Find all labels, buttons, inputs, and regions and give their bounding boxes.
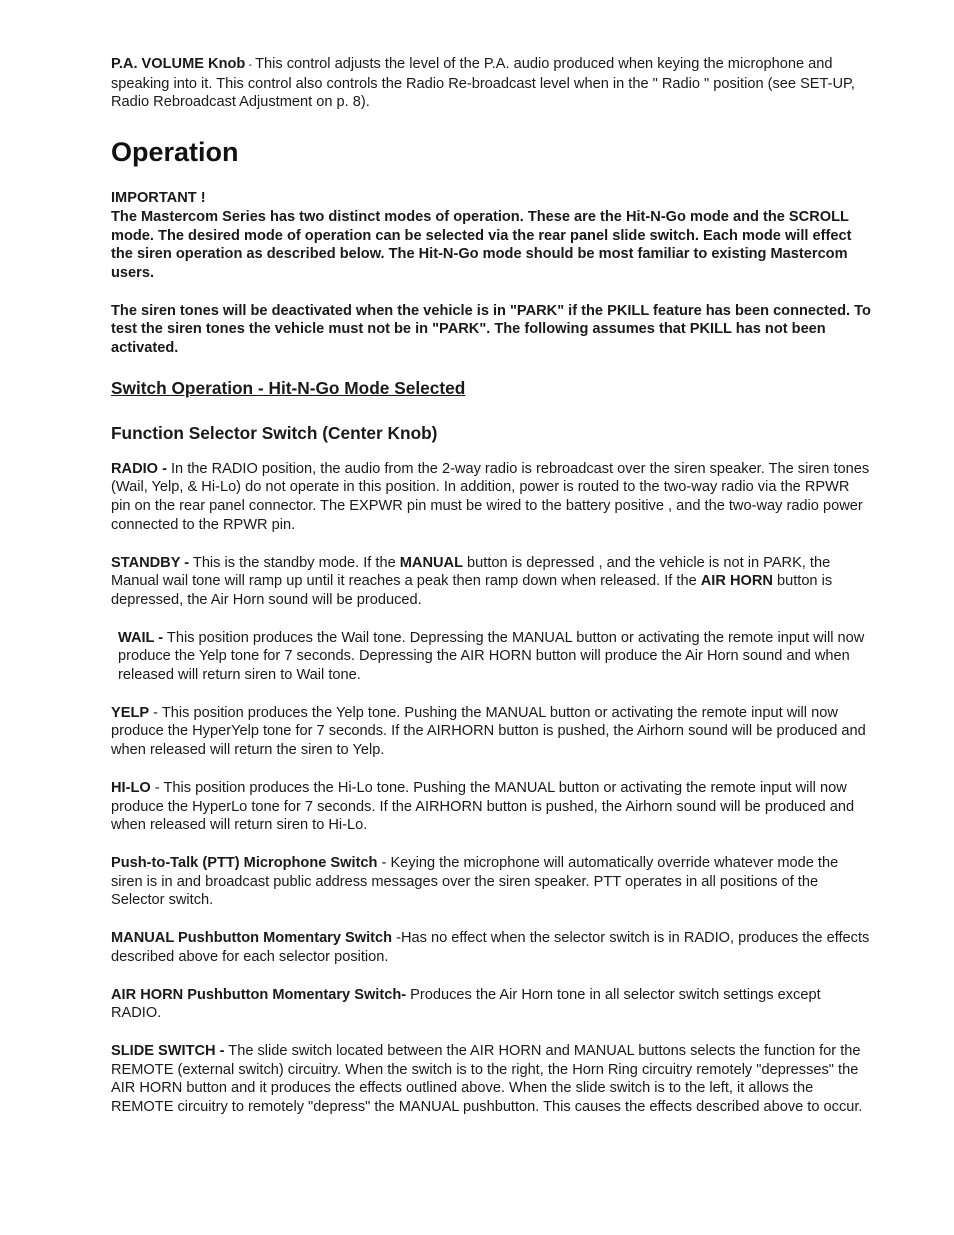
- pa-volume-dash: -: [245, 59, 256, 71]
- standby-text-2: button is depressed , and the vehicle is not in PARK, the Manual wail tone will ramp up until it reaches a peak then ramp down when released. If the: [111, 554, 831, 590]
- pa-volume-text: This control adjusts the level of the P.A. audio produced when keying the microphone and speaking into it. This control also controls the Radio Re-broadcast level when in the " Radio " position (see SET-UP, Radio Rebroadcast Adjustment on p. 8).: [111, 56, 855, 111]
- subsection-title: Function Selector Switch (Center Knob): [111, 422, 438, 443]
- important-notice: [111, 189, 871, 283]
- wail-paragraph: [111, 629, 871, 685]
- pa-volume-label: P.A. VOLUME Knob: [111, 56, 246, 72]
- standby-manual: MANUAL: [399, 554, 463, 571]
- standby-label: STANDBY -: [111, 554, 190, 571]
- section-title: Switch Operation - Hit-N-Go Mode Selected: [111, 377, 466, 398]
- hilo-text: - This position produces the Hi-Lo tone. Pushing the MANUAL button or activating the remote input will now produce the HyperLo tone for 7 seconds. If the AIRHORN button is pushed, the Airhorn sound will be produced and when released will return siren to Hi-Lo.: [111, 779, 855, 834]
- ptt-label: Push-to-Talk (PTT) Microphone Switch: [111, 854, 378, 871]
- manual-label: MANUAL Pushbutton Momentary Switch: [111, 930, 393, 947]
- radio-paragraph: [111, 460, 871, 535]
- ptt-text: - Keying the microphone will automatically override whatever mode the siren is in and broadcast public address messages over the siren speaker. PTT operates in all positions of the Selector switch.: [111, 854, 839, 909]
- ptt-paragraph: [111, 854, 871, 910]
- document-page: [111, 55, 871, 1136]
- standby-paragraph: [111, 554, 871, 610]
- page-title: Operation: [111, 137, 239, 168]
- yelp-label: YELP: [111, 704, 150, 721]
- hilo-label: HI-LO: [111, 779, 151, 796]
- yelp-paragraph: [111, 704, 871, 760]
- radio-label: RADIO -: [111, 460, 167, 477]
- radio-text: In the RADIO position, the audio from the 2-way radio is rebroadcast over the siren speaker. The siren tones (Wail, Yelp, & Hi-Lo) do not operate in this position. In addition, power is routed to the two-way radio via the RPWR pin on the rear panel connector. The EXPWR pin must be wired to the battery positive , and the two-way radio power connected to the RPWR pin.: [111, 460, 870, 533]
- wail-text: This position produces the Wail tone. Depressing the MANUAL button or activating the remote input will now produce the Yelp tone for 7 seconds. Depressing the AIR HORN button will produce the Air Horn sound and when released will return siren to Wail tone.: [118, 629, 865, 684]
- slide-switch-text: The slide switch located between the AIR HORN and MANUAL buttons selects the function for the REMOTE (external switch) circuitry. When the switch is to the right, the Horn Ring circuitry remotely "depresses" the AIR HORN button and it produces the effects outlined above. When the slide switch is to the left, it allows the REMOTE circuitry to remotely "depress" the MANUAL pushbutton. This causes the effects described above to occur.: [111, 1042, 863, 1116]
- airhorn-paragraph: [111, 986, 871, 1023]
- standby-airhorn: AIR HORN: [700, 573, 773, 590]
- standby-text-3: button is depressed, the Air Horn sound will be produced.: [111, 573, 833, 608]
- wail-label: WAIL -: [118, 629, 164, 646]
- yelp-text: - This position produces the Yelp tone. Pushing the MANUAL button or activating the remote input will now produce the HyperYelp tone for 7 seconds. If the AIRHORN button is pushed, the Airhorn sound will be produced and when released will return the siren to Yelp.: [111, 704, 866, 759]
- manual-text: -Has no effect when the selector switch is in RADIO, produces the effects described above for each selector position.: [111, 930, 870, 965]
- airhorn-label: AIR HORN Pushbutton Momentary Switch-: [111, 986, 407, 1003]
- hilo-paragraph: [111, 779, 871, 835]
- park-note: The siren tones will be deactivated when the vehicle is in "PARK" if the PKILL feature has been connected. To test the siren tones the vehicle must not be in "PARK". The following assumes that PKILL has not been activated.: [111, 302, 871, 357]
- standby-text-1: This is the standby mode. If the: [189, 554, 400, 571]
- important-text: The Mastercom Series has two distinct modes of operation. These are the Hit-N-Go mode and the SCROLL mode. The desired mode of operation can be selected via the rear panel slide switch. Each mode will effect the siren operation as described below. The Hit-N-Go mode should be most familiar to existing Mastercom users.: [111, 208, 852, 281]
- manual-paragraph: [111, 929, 871, 966]
- airhorn-text: Produces the Air Horn tone in all selector switch settings except RADIO.: [111, 986, 821, 1022]
- important-title: IMPORTANT !: [111, 190, 206, 207]
- pa-volume-paragraph: [111, 55, 871, 112]
- slide-switch-label: SLIDE SWITCH -: [111, 1042, 225, 1059]
- slide-switch-paragraph: [111, 1042, 871, 1117]
